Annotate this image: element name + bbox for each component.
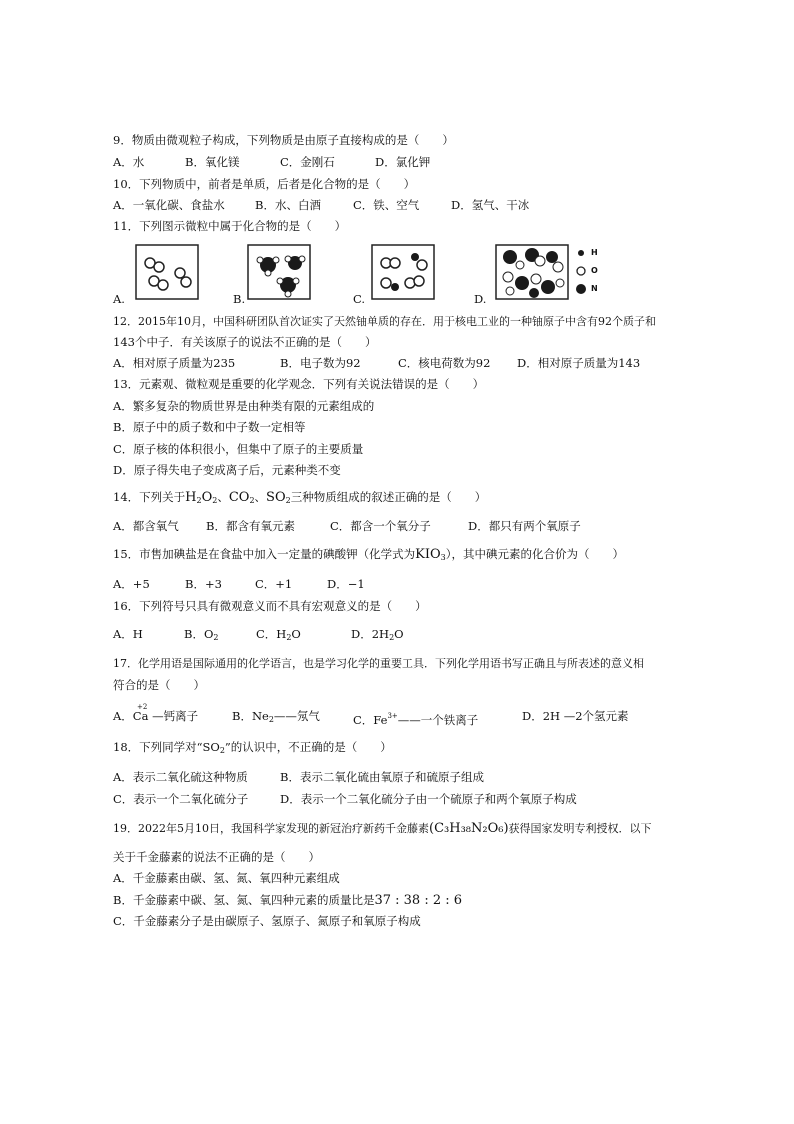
- question-10-stem: 10．下列物质中，前者是单质，后者是化合物的是（ ）: [113, 177, 416, 191]
- q12-option-d: D．相对原子质量为143: [517, 356, 641, 370]
- q19-option-b: B．千金藤素中碳、氢、氮、氧四种元素的质量比是37 : 38 : 2 : 6: [113, 893, 463, 908]
- legend-o-label: O: [591, 266, 598, 275]
- q17-option-b: B．$Ne_2——$氖气: [232, 709, 320, 724]
- q11-option-d: D.: [474, 292, 487, 306]
- q13-option-d: D．原子得失电子变成离子后，元素种类不变: [113, 463, 341, 477]
- q9-option-c: C．金刚石: [280, 155, 335, 169]
- q12-option-c: C．核电荷数为92: [398, 356, 491, 370]
- q16-option-b: B．$O_2$: [184, 627, 219, 642]
- diagram-c: [372, 245, 434, 299]
- q18-option-a: A．表示二氧化硫这种物质: [113, 770, 248, 784]
- q17-option-c: C．$Fe^{3+}——$一个铁离子: [353, 712, 479, 727]
- legend-h-label: H: [591, 248, 598, 257]
- q10-option-b: B．水、白酒: [255, 198, 321, 212]
- diagram-b: [248, 245, 310, 299]
- question-9-stem: 9．物质由微观粒子构成，下列物质是由原子直接构成的是（ ）: [113, 133, 454, 147]
- question-11-stem: 11．下列图示微粒中属于化合物的是（ ）: [113, 219, 347, 233]
- question-16-stem: 16．下列符号只具有微观意义而不具有宏观意义的是（ ）: [113, 599, 427, 613]
- q14-option-d: D．都只有两个氧原子: [468, 519, 581, 533]
- question-15-stem: 15．市售加碘盐是在食盐中加入一定量的碘酸钾（化学式为$KIO_3$），其中碘元素的化合价为（ ）: [113, 547, 624, 562]
- q14-option-a: A．都含氧气: [113, 519, 179, 533]
- q10-option-c: C．铁、空气: [353, 198, 420, 212]
- diagram-a: [136, 245, 198, 299]
- q11-option-a: A.: [113, 292, 125, 306]
- q13-option-b: B．原子中的质子数和中子数一定相等: [113, 420, 306, 434]
- q18-option-d: D．表示一个二氧化硫分子由一个硫原子和两个氧原子构成: [280, 792, 577, 806]
- q10-option-d: D．氢气、干冰: [451, 198, 530, 212]
- q19-option-c: C．千金藤素分子是由碳原子、氢原子、氮原子和氧原子构成: [113, 914, 421, 928]
- q15-option-b: B．+3: [185, 577, 222, 591]
- q19-option-a: A．千金藤素由碳、氢、氮、氧四种元素组成: [113, 871, 340, 885]
- question-12-stem-line2: 143个中子．有关该原子的说法不正确的是（ ）: [113, 335, 377, 349]
- q16-option-a: A．H: [113, 627, 143, 641]
- question-12-stem-line1: 12．2015年10月，中国科研团队首次证实了天然铀单质的存在．用于核电工业的一种铀原子中含有92个质子和: [113, 315, 656, 328]
- q17-option-a-valence: +2: [137, 703, 148, 711]
- q16-option-c: C．$H_2O$: [256, 627, 301, 642]
- q13-option-a: A．繁多复杂的物质世界是由种类有限的元素组成的: [113, 399, 375, 413]
- q9-option-d: D．氯化钾: [375, 155, 431, 169]
- q10-option-a: A．一氧化碳、食盐水: [113, 198, 225, 212]
- question-18-stem: 18．下列同学对“$SO_2$”的认识中，不正确的是（ ）: [113, 740, 392, 755]
- q11-option-b: B.: [233, 292, 246, 306]
- q16-option-d: D．$2H_2O$: [351, 627, 404, 642]
- question-19-stem-line2: 关于千金藤素的说法不正确的是（ ）: [113, 850, 320, 864]
- question-14-stem: 14．下列关于$H_2O_2$、$CO_2$、$SO_2$三种物质组成的叙述正确的是（ ）: [113, 490, 487, 505]
- q12-option-b: B．电子数为92: [280, 356, 361, 370]
- q17-option-d: D．2H —2个氢元素: [522, 709, 629, 723]
- question-17-stem-line2: 符合的是（ ）: [113, 678, 205, 692]
- q15-option-d: D．−1: [327, 577, 365, 591]
- question-17-stem-line1: 17．化学用语是国际通用的化学语言，也是学习化学的重要工具．下列化学用语书写正确且与所表述的意义相: [113, 657, 644, 670]
- q18-option-c: C．表示一个二氧化硫分子: [113, 792, 249, 806]
- q14-option-c: C．都含一个氧分子: [330, 519, 431, 533]
- q9-option-a: A．水: [113, 155, 145, 169]
- q14-option-b: B．都含有氧元素: [206, 519, 295, 533]
- q17-option-a: A．Ca —钙离子: [113, 709, 199, 723]
- q13-option-c: C．原子核的体积很小，但集中了原子的主要质量: [113, 442, 364, 456]
- q15-option-a: A．+5: [113, 577, 150, 591]
- q9-option-b: B．氧化镁: [185, 155, 240, 169]
- q18-option-b: B．表示二氧化硫由氧原子和硫原子组成: [280, 770, 484, 784]
- question-19-stem-line1: 19．2022年5月10日，我国科学家发现的新冠治疗新药千金藤素(C₃H₃₈N₂O₆)获得国家发明专利授权．以下: [113, 821, 652, 836]
- legend-n-label: N: [591, 284, 598, 293]
- question-13-stem: 13．元素观、微粒观是重要的化学观念．下列有关说法错误的是（ ）: [113, 377, 485, 391]
- q12-option-a: A．相对原子质量为235: [113, 356, 236, 370]
- diagram-d: [496, 245, 586, 299]
- q15-option-c: C．+1: [255, 577, 293, 591]
- q11-option-c: C.: [353, 292, 366, 306]
